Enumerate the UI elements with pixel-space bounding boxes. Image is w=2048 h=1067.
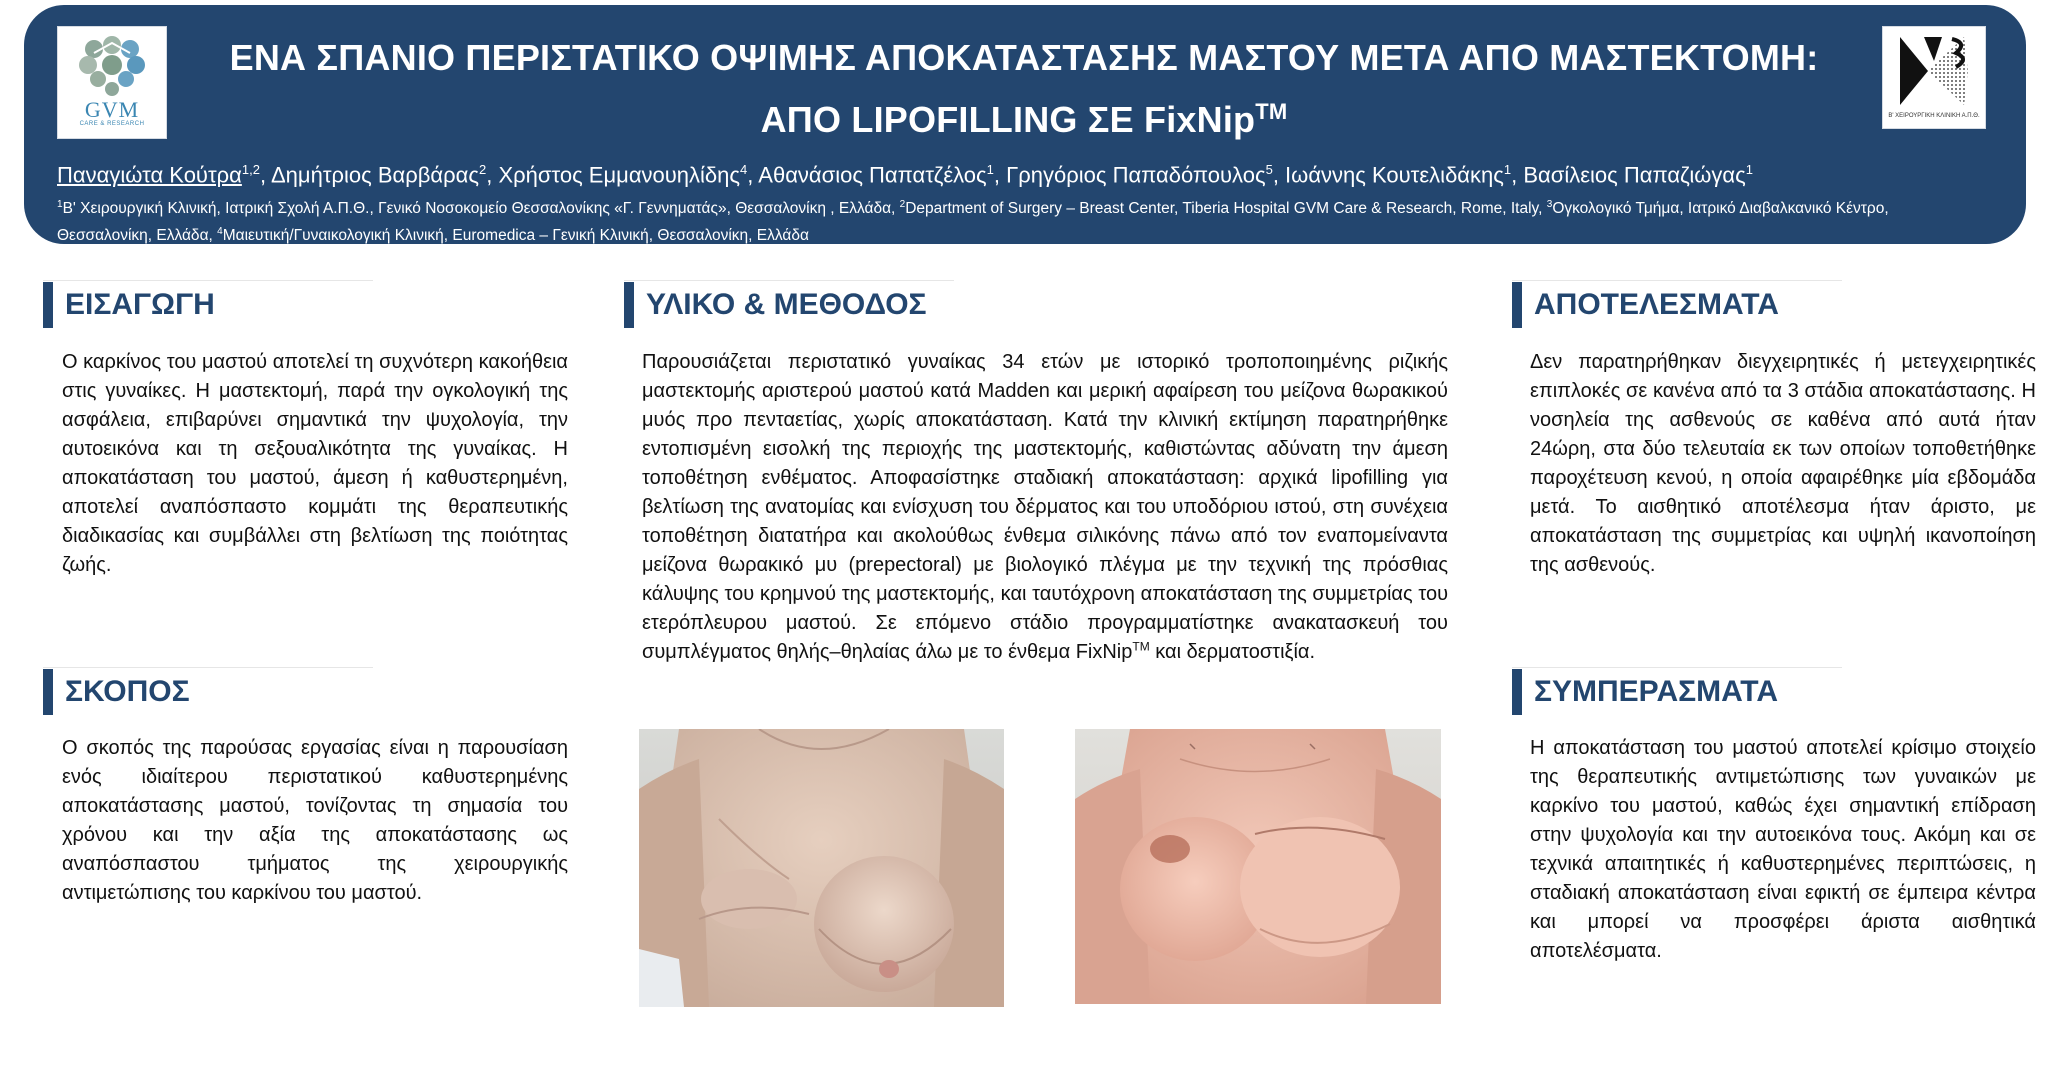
affiliation-text: Ογκολογικό Τμήμα, Ιατρικό Διαβαλκανικό Κέντρο, Θεσσαλονίκη, Ελλάδα,: [57, 200, 1889, 245]
methods-title: ΥΛΙΚΟ & ΜΕΘΟΔΟΣ: [646, 288, 927, 321]
poster-title: [204, 31, 1844, 147]
heading-bar: [43, 669, 53, 715]
gvm-logo: [57, 26, 167, 139]
heading-bar: [43, 282, 53, 328]
aim-title: ΣΚΟΠΟΣ: [65, 675, 190, 708]
author-affiliation-sup: 4: [740, 162, 748, 177]
gvm-logo-subtext: CARE & RESEARCH: [79, 121, 145, 127]
author-name: Γρηγόριος Παπαδόπουλος: [1006, 162, 1266, 188]
author-affiliation-sup: 5: [1265, 162, 1273, 177]
clinic-logo-text: Β' ΧΕΙΡΟΥΡΓΙΚΗ ΚΛΙΝΙΚΗ Α.Π.Θ.: [1888, 113, 1980, 119]
results-heading: [1512, 280, 1842, 326]
conclusions-text: Η αποκατάσταση του μαστού αποτελεί κρίσιμο στοιχείο της θεραπευτικής αντιμετώπισης των γυναικών με καρκίνο του μαστού, καθώς έχει σημαντική επίδραση στην ψυχολογία και την αυτοεικόνα τους. Ακόμη και σε τεχνικά απαιτητικές ή καθυστερημένες περιπτώσεις, η σταδιακή αποκατάσταση είναι εφικτή σε έμπειρα κέντρα και μπορεί να προσφέρει άριστα αισθητικά αποτελέσματα.: [1530, 737, 2036, 962]
heading-bar: [624, 282, 634, 328]
results-text: Δεν παρατηρήθηκαν διεγχειρητικές ή μετεγχειρητικές επιπλοκές σε κανένα από τα 3 στάδια αποκατάστασης. Η νοσηλεία της ασθενούς σε καθένα από αυτά ήταν 24ώρη, στα δύο τελευταία εκ των οποίων τοποθετήθηκε παροχέτευση κενού, η οποία αφαιρέθηκε μία εβδομάδα μετά. Το αισθητικό αποτέλεσμα ήταν άριστο, με αποκατάσταση της συμμετρίας και υψηλή ικανοποίηση της ασθενούς.: [1530, 351, 2036, 576]
affiliation-text: Department of Surgery – Breast Center, Tiberia Hospital GVM Care & Research, Rome, Italy,: [905, 200, 1547, 218]
poster-header: [24, 5, 2026, 244]
conclusions-title: ΣΥΜΠΕΡΑΣΜΑΤΑ: [1534, 675, 1779, 708]
clinic-logo: [1882, 26, 1986, 129]
methods-tm: TM: [1132, 639, 1150, 654]
affiliation-sup: 4: [217, 226, 223, 238]
author-affiliation-sup: 1: [986, 162, 994, 177]
affiliation-sup: 1: [57, 199, 63, 210]
affiliation-sup: 2: [899, 199, 906, 210]
methods-text: [642, 348, 1448, 667]
author-list: Παναγιώτα Κούτρα$^{1,2}$, Δημήτριος Βαρβάρας$^2$, Χρήστος Εμμανουηλίδης$^4$, Αθανάσιος Παπατζέλος$^1$, Γρηγόριος Παπαδόπουλος$^5$, Ιωάννης Κουτελιδάκης$^1$, Βασίλειος Παπαζιώγας$^1$: [57, 162, 1753, 188]
clinic-emblem-icon: [1894, 31, 1974, 111]
author-name: Χρήστος Εμμανουηλίδης: [498, 162, 741, 188]
author-name: Παναγιώτα Κούτρα: [57, 162, 242, 188]
intro-heading: [43, 280, 373, 326]
results-title: ΑΠΟΤΕΛΕΣΜΑΤΑ: [1534, 288, 1779, 321]
affiliation-sup: 3: [1546, 199, 1553, 210]
author-name: Βασίλειος Παπαζιώγας: [1523, 162, 1746, 188]
affiliation-text: Μαιευτική/Γυναικολογική Κλινική, Euromedica – Γενική Κλινική, Θεσσαλονίκη, Ελλάδα: [222, 227, 809, 245]
methods-text-main: Παρουσιάζεται περιστατικό γυναίκας 34 ετών με ιστορικό τροποποιημένης ριζικής μαστεκτομής αριστερού μαστού κατά Madden και μερική αφαίρεση του μείζονα θωρακικού μυός προ πενταετίας, χωρίς αποκατάσταση. Κατά την κλινική εκτίμηση παρατηρήθηκε εντοπισμένη εισολκή της περιοχής της μαστεκτομής, καθιστώντας αδύνατη την άμεση τοποθέτηση ενθέματος. Αποφασίστηκε σταδιακή αποκατάσταση: αρχικά lipofilling για βελτίωση της ανατομίας και ενίσχυση του δέρματος και του υποδόριου ιστού, στη συνέχεια τοποθέτηση διατατήρα και ακολούθως ένθεμα σιλικόνης πάνω από τον εναπομείναντα μείζονα θωρακικό μυ (prepectoral) με βιολογικό πλέγμα με την τεχνική της πρόσθιας κάλυψης του κρημνού της μαστεκτομής, και ταυτόχρονη αποκατάσταση της συμμετρίας του ετερόπλευρου μαστού. Σε επόμενο στάδιο προγραμματίστηκε ανακατασκευή του συμπλέγματος θηλής–θηλαίας άλω με το ένθεμα FixNip: [642, 351, 1448, 663]
aim-text: Ο σκοπός της παρούσας εργασίας είναι η παρουσίαση ενός ιδιαίτερου περιστατικού καθυστερημένης αποκατάστασης μαστού, τονίζοντας τη σημασία του χρόνου και την αξία της αποκατάστασης ως αναπόσπαστου τμήματος της χειρουργικής αντιμετώπισης του καρκίνου του μαστού.: [62, 737, 568, 904]
intro-title: ΕΙΣΑΓΩΓΗ: [65, 288, 215, 321]
methods-text-end: και δερματοστιξία.: [1149, 641, 1316, 663]
photo-after-reconstruction: [1075, 729, 1441, 1004]
heart-logo-icon: [74, 35, 150, 97]
author-affiliation-sup: 1,2: [241, 162, 260, 177]
heading-bar: [1512, 669, 1522, 715]
author-name: Ιωάννης Κουτελιδάκης: [1285, 162, 1504, 188]
title-line-2-text: ΑΠΟ LIPOFILLING ΣΕ FixNip: [760, 99, 1256, 140]
title-line-2: [204, 85, 1844, 147]
photo-before-reconstruction: [639, 729, 1004, 1007]
affiliation-text: Β' Χειρουργική Κλινική, Ιατρική Σχολή Α.Π.Θ., Γενικό Νοσοκομείο Θεσσαλονίκης «Γ. Γεννηματάς», Θεσσαλονίκη , Ελλάδα,: [62, 200, 900, 218]
author-affiliation-sup: 1: [1503, 162, 1512, 177]
author-name: Αθανάσιος Παπατζέλος: [758, 162, 987, 188]
author-affiliation-sup: 2: [479, 162, 487, 177]
title-line-1: ΕΝΑ ΣΠΑΝΙΟ ΠΕΡΙΣΤΑΤΙΚΟ ΟΨΙΜΗΣ ΑΠΟΚΑΤΑΣΤΑΣΗΣ ΜΑΣΤΟΥ ΜΕΤΑ ΑΠΟ ΜΑΣΤΕΚΤΟΜΗ:: [229, 37, 1819, 78]
gvm-logo-text: GVM: [84, 97, 140, 122]
intro-text: Ο καρκίνος του μαστού αποτελεί τη συχνότερη κακοήθεια στις γυναίκες. Η μαστεκτομή, παρά την ογκολογική της ασφάλεια, επιβαρύνει σημαντικά την ψυχολογία, την αυτοεικόνα και τη σεξουαλικότητα της γυναίκας. Η αποκατάσταση του μαστού, άμεση ή καθυστερημένη, αποτελεί αναπόσπαστο κομμάτι της θεραπευτικής διαδικασίας και συμβάλλει στη βελτίωση της ποιότητας ζωής.: [62, 351, 568, 576]
author-name: Δημήτριος Βαρβάρας: [270, 162, 479, 188]
conclusions-heading: [1512, 667, 1842, 713]
methods-heading: [624, 280, 954, 326]
heading-bar: [1512, 282, 1522, 328]
author-affiliation-sup: 1: [1745, 162, 1753, 177]
title-tm: TM: [1255, 99, 1288, 124]
aim-heading: [43, 667, 373, 713]
affiliation-list: [57, 193, 1977, 247]
